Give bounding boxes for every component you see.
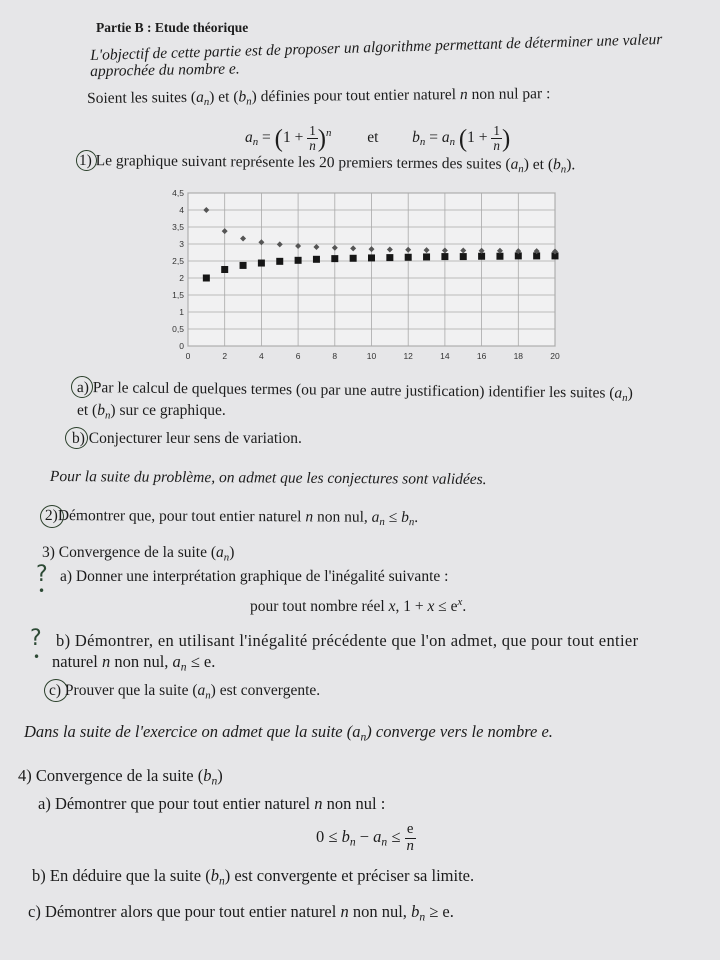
x-tick-label: 6 [295,351,301,361]
question-3-title: 3) Convergence de la suite $(a_n)$ [42,544,235,564]
square-data-point [240,262,247,269]
y-tick-label: 2,5 [172,256,184,266]
y-tick-label: 4 [179,205,184,215]
x-tick-label: 14 [440,351,450,361]
question-3a-inequality: pour tout nombre réel x, $1 + x \le e^x$. [250,596,467,615]
admission-conjectures: Pour la suite du problème, on admet que les conjectures sont validées. [49,468,487,489]
square-data-point [331,255,338,262]
question-4a: a) Démontrer que pour tout entier naturel n non nul : [38,794,386,813]
sequences-scatter-chart [150,186,570,376]
square-data-point [313,256,320,263]
y-tick-label: 0,5 [172,324,184,334]
square-data-point [441,253,448,260]
question-mark-annotation: ? [30,626,42,651]
square-data-point [368,254,375,261]
question-1a-line-2: et $(b_n)$ sur ce graphique. [77,402,226,422]
y-tick-label: 3 [179,239,184,249]
x-tick-label: 20 [550,351,560,361]
objective-line-2: approchée du nombre e. [90,60,240,80]
square-data-point [423,253,430,260]
question-3b-line-1: b) Démontrer, en utilisant l'inégalité précédente que l'on admet, que pour tout entier [56,631,639,650]
sequence-definitions: $a_n = (1$ + $\frac{1}{n}$ )$^n$ et $b_n = a_n$ (1 + $\frac{1}{n}$ ) [245,123,511,153]
square-data-point [386,254,393,261]
square-data-point [405,254,412,261]
y-tick-label: 3,5 [172,222,184,232]
question-4c: c) Démontrer alors que pour tout entier naturel n non nul, $b_n \ge e$. [28,902,454,924]
question-4-title: 4) Convergence de la suite $(b_n)$ [18,766,223,788]
square-data-point [276,258,283,265]
y-tick-label: 0 [179,341,184,351]
x-tick-label: 8 [332,351,338,361]
bullet-annotation: • [33,650,41,664]
question-1b: b) Conjecturer leur sens de variation. [72,430,302,447]
question-3b-line-2: naturel n non nul, $a_n \le e$. [52,652,216,674]
intro-sentence: Soient les suites $(a_n)$ et $(b_n)$ définies pour tout entier naturel n non nul par : [87,85,551,109]
y-tick-label: 2 [179,273,184,283]
square-data-point [258,260,265,267]
part-title: Partie B : Etude théorique [96,20,249,35]
square-data-point [221,266,228,273]
question-1: 1) Le graphique suivant représente les 20 premiers termes des suites $(a_n)$ et $(b_n)$. [78,152,576,176]
question-4b: b) En déduire que la suite $(b_n)$ est convergente et préciser sa limite. [32,866,475,888]
bullet-annotation: • [38,584,46,598]
y-tick-label: 4,5 [172,188,184,198]
question-2: 2)Démontrer que, pour tout entier naturel n non nul, $a_n \le b_n$. [44,507,419,529]
question-3a: a) Donner une interprétation graphique de l'inégalité suivante : [60,568,449,585]
question-4a-inequality: $0 \le b_n - a_n$ ≤ $\frac{e}{n}$ [316,821,414,854]
question-mark-annotation: ? [36,562,48,587]
square-data-point [203,275,210,282]
x-tick-label: 4 [259,351,264,361]
square-data-point [350,255,357,262]
y-tick-label: 1,5 [172,290,184,300]
x-tick-label: 0 [185,351,191,361]
question-1a-line-1: a) Par le calcul de quelques termes (ou par une autre justification) identifier les suites $(a_n)$ [76,379,633,405]
y-tick-label: 1 [179,307,184,317]
square-data-point [295,257,302,264]
objective-line-1: L'objectif de cette partie est de proposer un algorithme permettant de déterminer une valeur [90,31,663,64]
question-3c: c) Prouver que la suite $(a_n)$ est convergente. [49,682,321,702]
x-tick-label: 16 [476,351,487,361]
x-tick-label: 18 [513,351,524,361]
square-data-point [460,253,467,260]
x-tick-label: 12 [403,351,413,361]
x-tick-label: 10 [366,351,377,361]
admission-convergence: Dans la suite de l'exercice on admet que la suite $(a_n)$ converge vers le nombre e. [24,722,553,744]
x-tick-label: 2 [222,351,228,361]
